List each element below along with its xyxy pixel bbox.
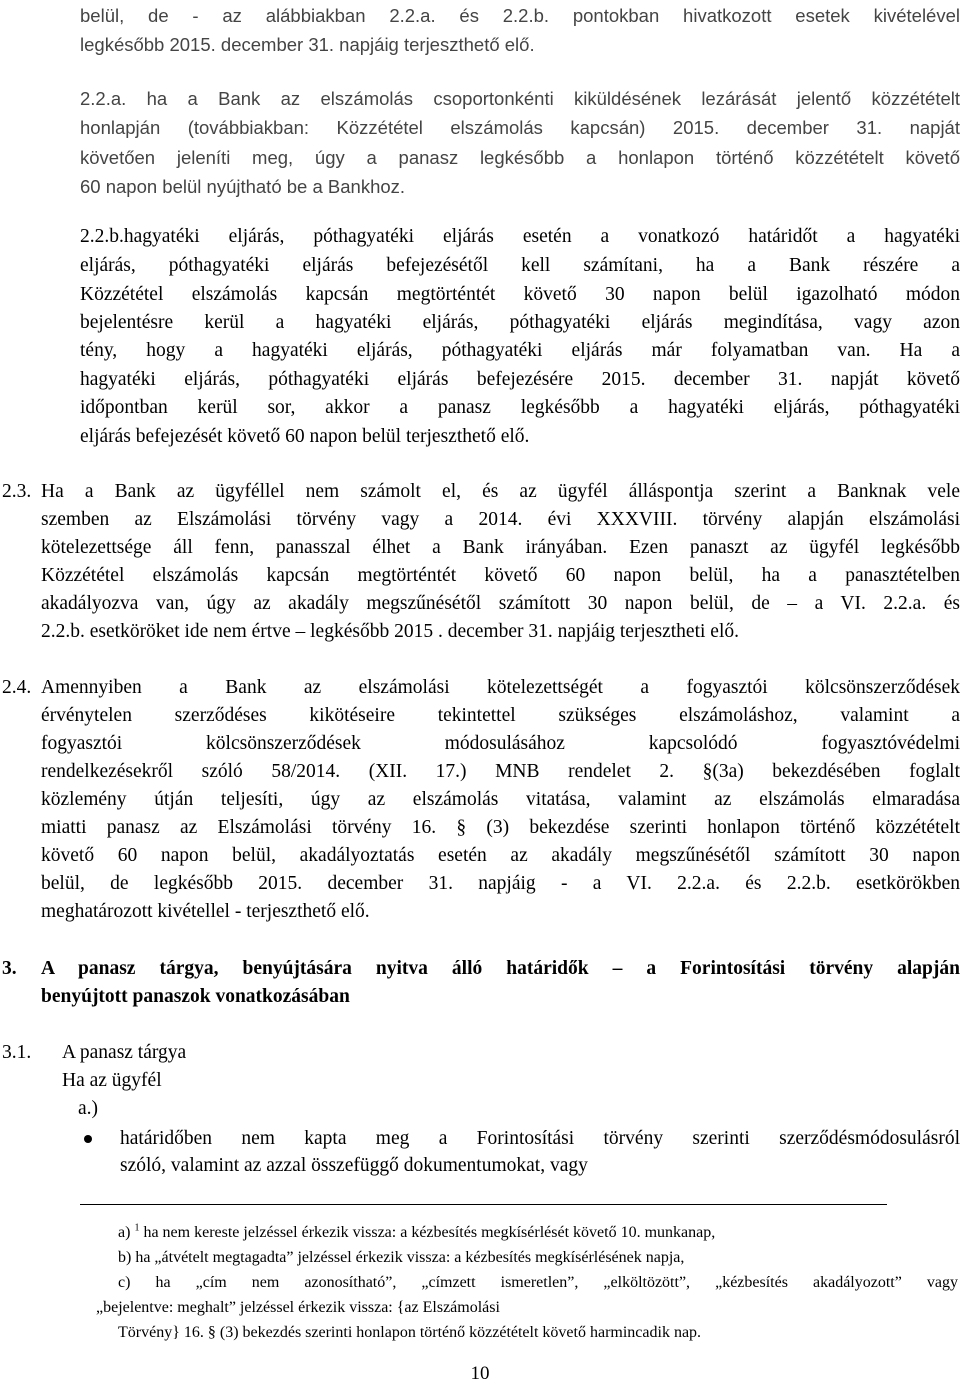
footnote-c-line-1: c) ha „cím nem azonosítható”, „címzett ismeretlen”, „elköltözött”, „kézbesítés akadályozott” vagy <box>118 1274 958 1291</box>
footnote-a-prefix: a) <box>118 1224 131 1241</box>
sec-2-4-line-2: érvénytelen szerződéses kikötéseire tekintettel szükséges elszámoláshoz, valamint a <box>41 705 960 726</box>
sec-3-heading-line-2: benyújtott panaszok vonatkozásában <box>41 986 350 1007</box>
bullet-icon <box>84 1135 92 1143</box>
sec-2-3-line-1: Ha a Bank az ügyféllel nem számolt el, és az ügyfél álláspontja szerint a Banknak vele <box>41 481 960 502</box>
sec-2-3-line-2: szemben az Elszámolási törvény vagy a 2014. évi XXXVIII. törvény alapján elszámolási <box>41 509 960 530</box>
sec-3-1-sub: Ha az ügyfél <box>62 1070 162 1091</box>
sec-2-3-line-4: Közzététel elszámolás kapcsán megtörténtét követő 60 napon belül, ha a panasztételben <box>41 565 960 586</box>
sec-2-2-b-line-3: Közzététel elszámolás kapcsán megtörténtét követő 30 napon belül igazolható módon <box>80 284 960 305</box>
sec-2-4-line-4: rendelkezésekről szóló 58/2014. (XII. 17.) MNB rendelet 2. §(3a) bekezdésében foglalt <box>41 761 960 782</box>
sec-2-2-b-line-8: eljárás befejezését követő 60 napon belül terjeszthető elő. <box>80 426 530 447</box>
sec-2-4-line-3: fogyasztói kölcsönszerződések módosulásához kapcsolódó fogyasztóvédelmi <box>41 733 960 754</box>
sec-2-2-a-line-2: honlapján (továbbiakban: Közzététel elszámolás kapcsán) 2015. december 31. napját <box>80 117 960 138</box>
footnote-c-line-3: Törvény} 16. § (3) bekezdés szerinti honlapon történő közzétételt követő harmincadik nap. <box>118 1324 702 1341</box>
sec-3-1-number: 3.1. <box>2 1042 32 1063</box>
sec-2-2-a-line-4: 60 napon belül nyújtható be a Bankhoz. <box>80 176 406 197</box>
sec-2-2-b-line-1: 2.2.b.hagyatéki eljárás, póthagyatéki eljárás esetén a vonatkozó határidőt a hagyatéki <box>80 226 960 247</box>
sec-2-4-line-9: meghatározott kivétellel - terjeszthető elő. <box>41 901 370 922</box>
sec-2-2-b-line-5: tény, hogy a hagyatéki eljárás, póthagyatéki eljárás már folyamatban van. Ha a <box>80 340 960 361</box>
sec-3-1-title: A panasz tárgya <box>62 1042 187 1063</box>
sec-2-2-b-line-4: bejelentésre kerül a hagyatéki eljárás, póthagyatéki eljárás megindítása, vagy azon <box>80 312 960 333</box>
top-para-line-2: legkésőbb 2015. december 31. napjáig terjeszthető elő. <box>80 34 535 55</box>
sec-2-3-line-5: akadályozva van, úgy az akadály megszűnésétől számított 30 napon belül, de – a VI. 2.2.a. és <box>41 593 960 614</box>
sec-2-2-b-line-7: időpontban kerül sor, akkor a panasz legkésőbb a hagyatéki eljárás, póthagyatéki <box>80 397 960 418</box>
bullet-line-2: szóló, valamint az azzal összefüggő dokumentumokat, vagy <box>120 1155 588 1176</box>
sec-3-1-item-a: a.) <box>78 1098 99 1119</box>
sec-2-4-line-7: követő 60 napon belül, akadályoztatás esetén az akadály megszűnésétől számított 30 napon <box>41 845 960 866</box>
sec-2-3-number: 2.3. <box>2 481 32 502</box>
sec-2-3-line-6: 2.2.b. esetköröket ide nem értve – legkésőbb 2015 . december 31. napjáig terjesztheti elő. <box>41 621 739 642</box>
sec-2-4-number: 2.4. <box>2 677 32 698</box>
footnote-a-text: ha nem kereste jelzéssel érkezik vissza: a kézbesítés megkísérlését követő 10. munkanap, <box>143 1224 716 1241</box>
sec-2-2-a-line-3: követően jeleníti meg, úgy a panasz legkésőbb a honlapon történő közzétételt követő <box>80 147 960 168</box>
sec-2-2-b-line-6: hagyatéki eljárás, póthagyatéki eljárás befejezésére 2015. december 31. napját követő <box>80 369 960 390</box>
sec-2-2-b-line-2: eljárás, póthagyatéki eljárás befejezésétől kell számítani, ha a Bank részére a <box>80 255 960 276</box>
top-para-line-1: belül, de - az alábbiakban 2.2.a. és 2.2.b. pontokban hivatkozott esetek kivételével <box>80 5 960 26</box>
page-number: 10 <box>470 1363 490 1384</box>
footnote-a-mark: 1 <box>134 1222 140 1234</box>
sec-2-2-a-line-1: 2.2.a. ha a Bank az elszámolás csoportonkénti kiküldésének lezárását jelentő közzétételt <box>80 88 960 109</box>
footnote-divider <box>80 1204 887 1205</box>
sec-2-3-line-3: kötelezettsége áll fenn, panasszal élhet a Bank irányában. Ezen panaszt az ügyfél legkésőbb <box>41 537 960 558</box>
sec-2-4-line-1: Amennyiben a Bank az elszámolási kötelezettségét a fogyasztói kölcsönszerződések <box>41 677 960 698</box>
sec-2-4-line-5: közlemény útján teljesíti, úgy az elszámolás vitatása, valamint az elszámolás elmaradása <box>41 789 960 810</box>
sec-2-4-line-8: belül, de legkésőbb 2015. december 31. napjáig - a VI. 2.2.a. és 2.2.b. esetkörökben <box>41 873 960 894</box>
sec-2-4-line-6: miatti panasz az Elszámolási törvény 16. § (3) bekezdése szerinti honlapon történő közzétételt <box>41 817 960 838</box>
bullet-line-1: határidőben nem kapta meg a Forintosítási törvény szerinti szerződésmódosulásról <box>120 1128 960 1149</box>
sec-3-number: 3. <box>2 958 17 979</box>
footnote-a <box>118 1222 715 1244</box>
footnote-b: b) ha „átvételt megtagadta” jelzéssel érkezik vissza: a kézbesítés megkísérlésének napja, <box>118 1249 685 1266</box>
footnote-c-line-2: „bejelentve: meghalt” jelzéssel érkezik vissza: {az Elszámolási <box>96 1299 500 1316</box>
sec-3-heading-line-1: A panasz tárgya, benyújtására nyitva álló határidők – a Forintosítási törvény alapján <box>41 958 960 979</box>
